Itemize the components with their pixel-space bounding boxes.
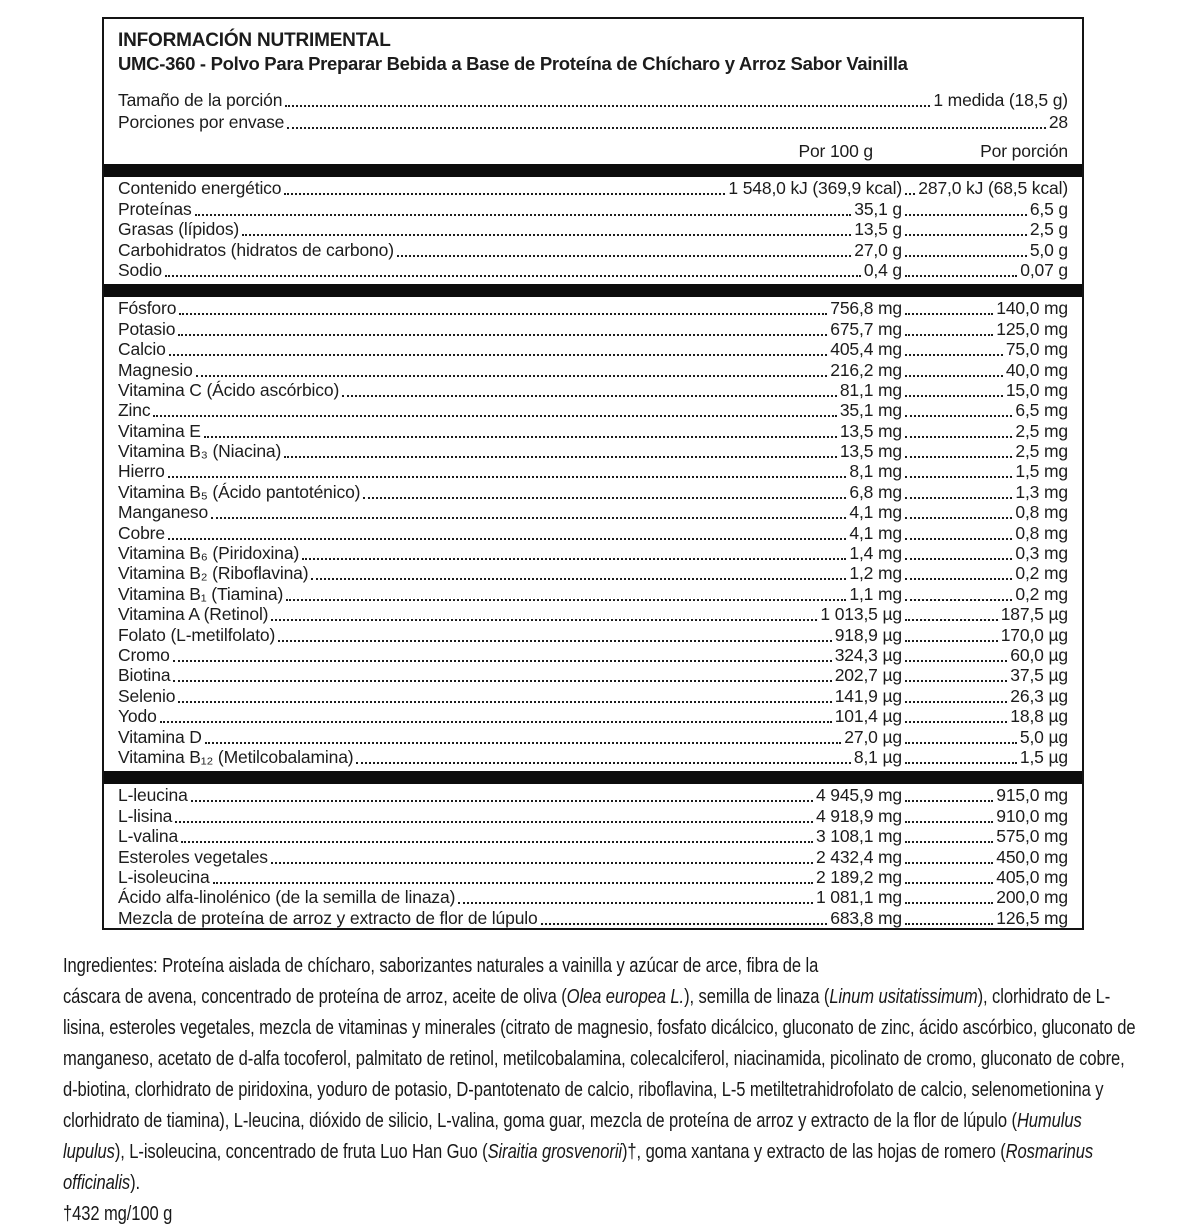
- dot-leader: [905, 599, 1012, 601]
- nutrient-label: Vitamina B₁₂ (Metilcobalamina): [118, 746, 354, 767]
- per-100g-value: 2 189,2 mg: [815, 866, 902, 887]
- nutrient-label: Manganeso: [118, 502, 209, 523]
- macronutrients-section: [104, 177, 1082, 284]
- per-serving-cell: [902, 887, 1068, 908]
- nutrient-label: Vitamina B₂ (Riboflavina): [118, 563, 309, 584]
- per-100g-value: 1,2 mg: [849, 563, 902, 584]
- per-serving-cell: [902, 421, 1068, 442]
- per-serving-value: 2,5 mg: [1015, 420, 1068, 441]
- nutrient-row: [118, 888, 1068, 908]
- per-serving-cell: [902, 380, 1068, 401]
- per-100g-value: 13,5 mg: [839, 441, 902, 462]
- serving-info: [118, 89, 1068, 133]
- per-serving-cell: [902, 826, 1068, 847]
- per-100g-value: 4 945,9 mg: [815, 785, 902, 806]
- nutrient-row: [118, 381, 1068, 401]
- dot-leader: [213, 882, 813, 884]
- per-serving-value: 60,0 µg: [1010, 644, 1068, 665]
- nutrient-label: Selenio: [118, 685, 176, 706]
- per-100g-value: 35,1 g: [854, 198, 902, 219]
- nutrient-label: Carbohidratos (hidratos de carbono): [118, 239, 394, 260]
- per-serving-value: 575,0 mg: [996, 826, 1068, 847]
- per-serving-value: 5,0 g: [1029, 239, 1068, 260]
- nutrient-label: Cromo: [118, 644, 170, 665]
- per-serving-value: 15,0 mg: [1005, 379, 1068, 400]
- per-serving-cell: [902, 867, 1068, 888]
- nutrient-row: [118, 605, 1068, 625]
- per-serving-cell: [902, 298, 1068, 319]
- dot-leader: [541, 923, 828, 925]
- per-100g-value: 683,8 mg: [830, 907, 902, 928]
- per-100g-value: 1 548,0 kJ (369,9 kcal): [728, 178, 902, 199]
- nutrient-row: [118, 806, 1068, 826]
- dot-leader: [178, 334, 827, 336]
- dot-leader: [905, 456, 1012, 458]
- nutrient-row: [118, 360, 1068, 380]
- nutrient-row: [118, 462, 1068, 482]
- per-serving-value: 140,0 mg: [996, 298, 1068, 319]
- per-serving-cell: [902, 441, 1068, 462]
- nutrient-row: [118, 240, 1068, 260]
- per-100g-value: 81,1 mg: [839, 379, 902, 400]
- dot-leader: [165, 275, 861, 277]
- nutrient-row: [118, 179, 1068, 199]
- nutrient-label: Grasas (lípidos): [118, 219, 240, 240]
- per-100g-value: 324,3 µg: [834, 644, 902, 665]
- dot-leader: [905, 701, 1007, 703]
- per-serving-value: 6,5 mg: [1015, 400, 1068, 421]
- dot-leader: [905, 762, 1017, 764]
- per-100g-value: 216,2 mg: [830, 359, 902, 380]
- dot-leader: [905, 862, 993, 864]
- per-100g-value: 101,4 µg: [834, 706, 902, 727]
- per-serving-cell: [902, 199, 1068, 220]
- nutrient-row: [118, 908, 1068, 928]
- per-serving-cell: [902, 727, 1068, 748]
- nutrient-label: L-leucina: [118, 785, 188, 806]
- ingredients-text: ), L-isoleucina, concentrado de fruta Luo Han Guo (: [114, 1141, 488, 1163]
- per-serving-value: 26,3 µg: [1010, 685, 1068, 706]
- dot-leader: [905, 517, 1012, 519]
- per-serving-cell: [902, 219, 1068, 240]
- per-100g-value: 4 918,9 mg: [815, 805, 902, 826]
- per-serving-cell: [902, 563, 1068, 584]
- nutrient-row: [118, 199, 1068, 219]
- nutrient-row: [118, 261, 1068, 281]
- per-serving-cell: [902, 400, 1068, 421]
- dot-leader: [153, 415, 836, 417]
- per-serving-cell: [902, 908, 1068, 929]
- nutrient-label: Vitamina E: [118, 420, 201, 441]
- dot-leader: [905, 882, 993, 884]
- per-100g-value: 141,9 µg: [834, 685, 902, 706]
- ingredients-latin-name: Siraitia grosvenorii: [487, 1141, 623, 1163]
- ingredients-latin-name: Rosmarinus officinalis: [63, 1141, 1094, 1194]
- ingredients-latin-name: Linum usitatissimum: [829, 986, 978, 1008]
- panel-subtitle: UMC-360 - Polvo Para Preparar Bebida a Base de Proteína de Chícharo y Arroz Sabor Vainilla: [118, 53, 908, 74]
- nutrient-label: L-lisina: [118, 805, 173, 826]
- per-100g-value: 405,4 mg: [830, 339, 902, 360]
- nutrient-row: [118, 442, 1068, 462]
- dot-leader: [173, 660, 832, 662]
- dot-leader: [905, 234, 1027, 236]
- per-serving-value: 126,5 mg: [996, 907, 1068, 928]
- dot-leader: [302, 558, 846, 560]
- dot-leader: [175, 821, 813, 823]
- per-serving-cell: [902, 319, 1068, 340]
- ingredients-text: )†, goma xantana y extracto de las hojas de romero (: [622, 1141, 1006, 1163]
- per-serving-value: 2,5 g: [1029, 219, 1068, 240]
- per-serving-cell: [902, 686, 1068, 707]
- per-100g-value: 0,4 g: [863, 259, 902, 280]
- dot-leader: [905, 415, 1012, 417]
- per-100g-value: 1,4 mg: [849, 543, 902, 564]
- ingredients-text: ), semilla de linaza (: [684, 986, 830, 1008]
- per-serving-cell: [902, 747, 1068, 768]
- per-serving-cell: [902, 665, 1068, 686]
- dot-leader: [905, 721, 1007, 723]
- servings-per-container-label: Porciones por envase: [118, 112, 285, 132]
- nutrient-label: Mezcla de proteína de arroz y extracto de flor de lúpulo: [118, 907, 538, 928]
- per-serving-cell: [902, 502, 1068, 523]
- col-header-per-100g: Por 100 g: [798, 141, 873, 161]
- per-100g-value: 2 432,4 mg: [815, 846, 902, 867]
- dot-leader: [160, 721, 832, 723]
- nutrient-label: Fósforo: [118, 298, 177, 319]
- per-serving-cell: [902, 706, 1068, 727]
- dot-leader: [286, 599, 846, 601]
- dot-leader: [285, 105, 930, 107]
- nutrient-label: L-valina: [118, 826, 179, 847]
- amino-acids-section: [104, 784, 1082, 932]
- per-100g-value: 27,0 µg: [844, 726, 902, 747]
- per-100g-value: 8,1 mg: [849, 461, 902, 482]
- panel-header: [104, 19, 1082, 161]
- nutrient-row: [118, 827, 1068, 847]
- per-serving-value: 2,5 mg: [1015, 441, 1068, 462]
- per-100g-value: 35,1 mg: [839, 400, 902, 421]
- servings-per-container-value: 28: [1048, 112, 1068, 132]
- per-serving-value: 6,5 g: [1029, 198, 1068, 219]
- nutrient-label: Vitamina B₅ (Ácido pantoténico): [118, 481, 361, 502]
- per-100g-value: 1,1 mg: [849, 583, 902, 604]
- dot-leader: [905, 680, 1007, 682]
- nutrient-row: [118, 340, 1068, 360]
- nutrient-label: Calcio: [118, 339, 166, 360]
- nutrient-row: [118, 625, 1068, 645]
- per-serving-cell: [902, 584, 1068, 605]
- nutrient-row: [118, 401, 1068, 421]
- dot-leader: [905, 660, 1007, 662]
- dot-leader: [905, 923, 993, 925]
- dot-leader: [278, 640, 832, 642]
- nutrient-row: [118, 503, 1068, 523]
- per-serving-value: 1,3 mg: [1015, 481, 1068, 502]
- dot-leader: [168, 476, 847, 478]
- dot-leader: [905, 354, 1003, 356]
- per-serving-cell: [902, 461, 1068, 482]
- dot-leader: [211, 517, 846, 519]
- nutrient-label: Ácido alfa-linolénico (de la semilla de linaza): [118, 887, 456, 908]
- dot-leader: [905, 578, 1012, 580]
- dot-leader: [905, 375, 1003, 377]
- dot-leader: [311, 578, 846, 580]
- dot-leader: [284, 456, 837, 458]
- per-serving-cell: [902, 847, 1068, 868]
- per-100g-value: 27,0 g: [854, 239, 902, 260]
- dot-leader: [287, 127, 1046, 129]
- col-header-per-serving: Por porción: [980, 141, 1068, 161]
- nutrient-row: [118, 299, 1068, 319]
- per-serving-value: 187,5 µg: [1000, 604, 1068, 625]
- nutrient-label: Sodio: [118, 259, 163, 280]
- servings-per-container-row: [118, 111, 1068, 133]
- dot-leader: [905, 497, 1012, 499]
- panel-title: INFORMACIÓN NUTRIMENTAL: [118, 30, 391, 51]
- per-serving-value: 405,0 mg: [996, 866, 1068, 887]
- ingredients-text: ), clorhidrato de L-lisina, esteroles vegetales, mezcla de vitaminas y minerales (citrato de magnesio, fosfato dicálcico, gluconato de zinc, ácido ascórbico, gluconato de manganeso, acetato de d-alfa tocoferol, palmitato de retinol, metilcobalamina, colecalciferol, niacinamida, picolinato de cromo, gluconato de cobre, d-biotina, clorhidrato de piridoxina, yoduro de potasio, D-pantotenato de calcio, riboflavina, L-5 metiltetrahidrofolato de calcio, selenometionina y clorhidrato de tiamina), L-leucina, dióxido de silicio, L-valina, goma guar, mezcla de proteína de arroz y extracto de la flor de lúpulo (: [63, 986, 1136, 1132]
- footnote: †432 mg/100 g: [63, 1203, 173, 1225]
- ingredients-text: cáscara de avena, concentrado de proteína de arroz, aceite de oliva (: [63, 986, 567, 1008]
- per-serving-value: 0,2 mg: [1015, 583, 1068, 604]
- dot-leader: [905, 313, 993, 315]
- serving-size-value: 1 medida (18,5 g): [933, 90, 1068, 110]
- per-100g-value: 13,5 g: [854, 219, 902, 240]
- nutrient-row: [118, 564, 1068, 584]
- per-serving-value: 287,0 kJ (68,5 kcal): [918, 178, 1068, 199]
- per-serving-value: 0,07 g: [1020, 259, 1068, 280]
- per-serving-cell: [902, 806, 1068, 827]
- nutrient-label: Biotina: [118, 665, 171, 686]
- ingredients-latin-name: Olea europea L.: [566, 986, 685, 1008]
- dot-leader: [196, 375, 828, 377]
- serving-size-row: [118, 89, 1068, 111]
- dot-leader: [168, 538, 846, 540]
- dot-leader: [191, 800, 813, 802]
- nutrient-label: Zinc: [118, 400, 151, 421]
- dot-leader: [356, 762, 850, 764]
- dot-leader: [179, 313, 827, 315]
- nutrient-label: Hierro: [118, 461, 165, 482]
- dot-leader: [181, 841, 813, 843]
- per-100g-value: 756,8 mg: [830, 298, 902, 319]
- per-serving-value: 0,2 mg: [1015, 563, 1068, 584]
- nutrient-row: [118, 220, 1068, 240]
- dot-leader: [905, 800, 993, 802]
- per-100g-value: 918,9 µg: [834, 624, 902, 645]
- per-serving-cell: [902, 339, 1068, 360]
- nutrient-row: [118, 868, 1068, 888]
- nutrient-label: Contenido energético: [118, 178, 282, 199]
- dot-leader: [905, 538, 1012, 540]
- dot-leader: [905, 395, 1003, 397]
- per-serving-value: 40,0 mg: [1005, 359, 1068, 380]
- dot-leader: [905, 193, 915, 195]
- nutrient-row: [118, 748, 1068, 768]
- per-100g-value: 675,7 mg: [830, 318, 902, 339]
- section-divider-bar: [104, 771, 1082, 784]
- nutrient-label: Proteínas: [118, 198, 192, 219]
- per-100g-value: 202,7 µg: [834, 665, 902, 686]
- dot-leader: [905, 902, 993, 904]
- per-serving-value: 170,0 µg: [1000, 624, 1068, 645]
- dot-leader: [173, 680, 831, 682]
- dot-leader: [905, 334, 993, 336]
- nutrient-label: Magnesio: [118, 359, 193, 380]
- per-serving-value: 915,0 mg: [996, 785, 1068, 806]
- per-serving-value: 18,8 µg: [1010, 706, 1068, 727]
- nutrient-row: [118, 544, 1068, 564]
- nutrient-label: Esteroles vegetales: [118, 846, 268, 867]
- nutrient-row: [118, 421, 1068, 441]
- nutrient-label: Yodo: [118, 706, 157, 727]
- nutrient-label: Vitamina B₆ (Piridoxina): [118, 543, 300, 564]
- per-100g-value: 4,1 mg: [849, 502, 902, 523]
- dot-leader: [905, 640, 998, 642]
- ingredients-latin-name: Humulus lupulus: [63, 1110, 1082, 1163]
- ingredients-text: Ingredientes: Proteína aislada de chícharo, saborizantes naturales a vainilla y azúcar de arce, fibra de la: [63, 955, 819, 977]
- dot-leader: [905, 558, 1012, 560]
- dot-leader: [178, 701, 831, 703]
- ingredients-text: ).: [130, 1172, 141, 1194]
- nutrient-label: Vitamina D: [118, 726, 202, 747]
- nutrient-label: Vitamina C (Ácido ascórbico): [118, 379, 340, 400]
- per-100g-value: 6,8 mg: [849, 481, 902, 502]
- nutrient-label: Vitamina B₁ (Tiamina): [118, 583, 284, 604]
- dot-leader: [905, 742, 1017, 744]
- per-serving-value: 450,0 mg: [996, 846, 1068, 867]
- section-divider-bar: [104, 284, 1082, 297]
- dot-leader: [242, 234, 851, 236]
- nutrient-label: Potasio: [118, 318, 176, 339]
- nutrient-label: Vitamina B₃ (Niacina): [118, 441, 282, 462]
- per-serving-cell: [902, 240, 1068, 261]
- dot-leader: [284, 193, 725, 195]
- nutrient-label: Cobre: [118, 522, 165, 543]
- per-serving-value: 37,5 µg: [1010, 665, 1068, 686]
- serving-size-label: Tamaño de la porción: [118, 90, 283, 110]
- per-serving-value: 200,0 mg: [996, 887, 1068, 908]
- dot-leader: [363, 497, 846, 499]
- dot-leader: [342, 395, 837, 397]
- per-100g-value: 3 108,1 mg: [815, 826, 902, 847]
- ingredients-paragraph: [63, 951, 1138, 1230]
- dot-leader: [905, 619, 998, 621]
- nutrient-row: [118, 523, 1068, 543]
- nutrient-row: [118, 482, 1068, 502]
- per-serving-cell: [902, 482, 1068, 503]
- nutrient-row: [118, 847, 1068, 867]
- nutrient-row: [118, 319, 1068, 339]
- nutrient-row: [118, 686, 1068, 706]
- dot-leader: [905, 255, 1027, 257]
- per-serving-value: 1,5 mg: [1015, 461, 1068, 482]
- section-divider-bar: [104, 164, 1082, 177]
- per-serving-cell: [902, 360, 1068, 381]
- per-serving-value: 910,0 mg: [996, 805, 1068, 826]
- column-headers: [118, 141, 1068, 161]
- per-serving-cell: [902, 523, 1068, 544]
- dot-leader: [205, 742, 842, 744]
- per-serving-cell: [902, 625, 1068, 646]
- dot-leader: [195, 214, 852, 216]
- nutrient-row: [118, 707, 1068, 727]
- per-serving-cell: [902, 178, 1068, 199]
- dot-leader: [397, 255, 851, 257]
- per-serving-cell: [902, 785, 1068, 806]
- dot-leader: [905, 476, 1012, 478]
- nutrient-label: Folato (L-metilfolato): [118, 624, 276, 645]
- dot-leader: [458, 902, 813, 904]
- nutrient-label: Vitamina A (Retinol): [118, 604, 269, 625]
- dot-leader: [271, 862, 813, 864]
- per-serving-cell: [902, 604, 1068, 625]
- dot-leader: [905, 821, 993, 823]
- per-100g-value: 8,1 µg: [853, 746, 902, 767]
- per-serving-value: 75,0 mg: [1005, 339, 1068, 360]
- per-100g-value: 4,1 mg: [849, 522, 902, 543]
- per-serving-value: 1,5 µg: [1019, 746, 1068, 767]
- dot-leader: [169, 354, 828, 356]
- per-serving-value: 125,0 mg: [996, 318, 1068, 339]
- per-serving-value: 0,8 mg: [1015, 502, 1068, 523]
- dot-leader: [905, 275, 1017, 277]
- per-serving-cell: [902, 645, 1068, 666]
- per-100g-value: 1 081,1 mg: [815, 887, 902, 908]
- nutrient-label: L-isoleucina: [118, 866, 210, 887]
- per-serving-value: 0,3 mg: [1015, 543, 1068, 564]
- per-serving-value: 5,0 µg: [1019, 726, 1068, 747]
- dot-leader: [905, 214, 1027, 216]
- dot-leader: [905, 841, 993, 843]
- nutrition-panel: [102, 17, 1084, 930]
- per-100g-value: 1 013,5 µg: [820, 604, 902, 625]
- nutrient-row: [118, 727, 1068, 747]
- dot-leader: [271, 619, 817, 621]
- per-serving-cell: [902, 543, 1068, 564]
- nutrient-row: [118, 666, 1068, 686]
- dot-leader: [905, 436, 1012, 438]
- vitamins-minerals-section: [104, 297, 1082, 771]
- per-serving-cell: [902, 260, 1068, 281]
- nutrient-row: [118, 786, 1068, 806]
- nutrient-row: [118, 646, 1068, 666]
- per-100g-value: 13,5 mg: [839, 420, 902, 441]
- dot-leader: [204, 436, 837, 438]
- nutrient-row: [118, 584, 1068, 604]
- per-serving-value: 0,8 mg: [1015, 522, 1068, 543]
